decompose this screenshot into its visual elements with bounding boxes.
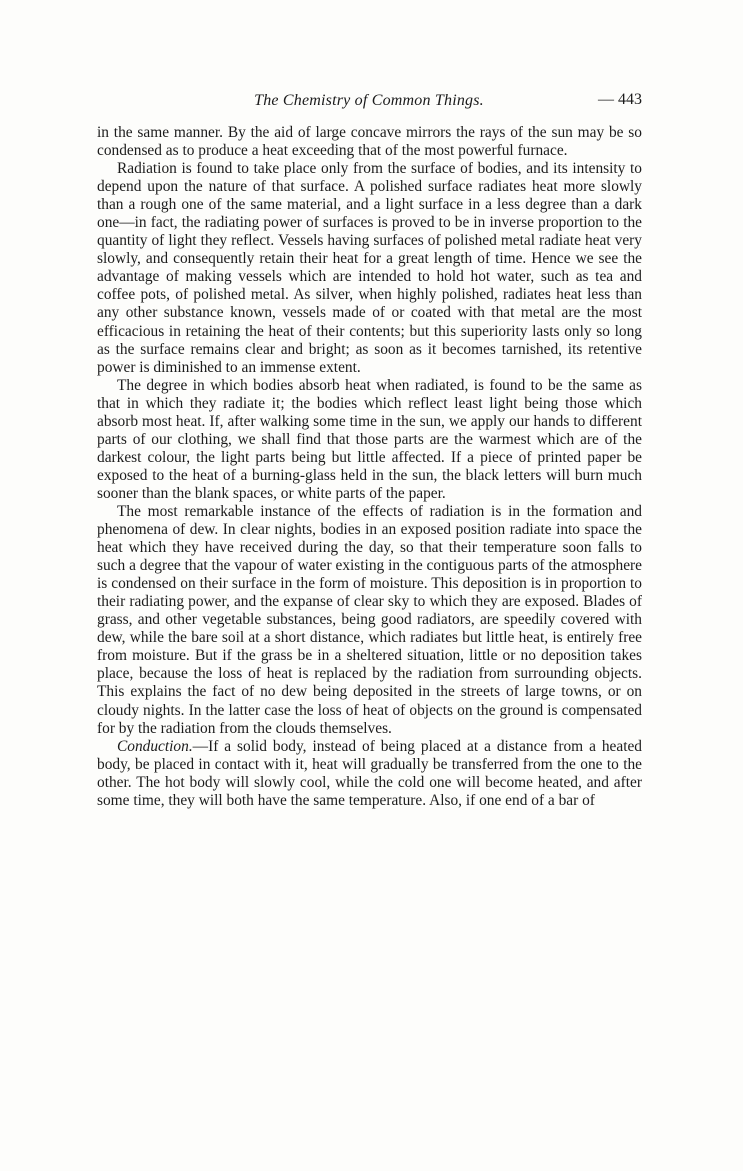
conduction-run-in-heading: Conduction.: [117, 737, 193, 755]
paragraph-radiation-surface: Radiation is found to take place only from the surface of bodies, and its intensity to depend upon the nature of that surface. A polished surface radiates heat more slowly than a rough one of the same material, and a light surface in a less degree than a dark one—in fact, the radiating power of surfaces is proved to be in inverse proportion to the quantity of light they reflect. Vessels having surfaces of polished metal radiate heat very slowly, and consequently retain their heat for a great length of time. Hence we see the advantage of making vessels which are intended to hold hot water, such as tea and coffee pots, of polished metal. As silver, when highly polished, radiates heat less than any other substance known, vessels made of or coated with that metal are the most efficacious in retaining the heat of their contents; but this superiority lasts only so long as the surface remains clear and bright; as soon as it becomes tarnished, its retentive power is diminished to an immense extent.: [97, 160, 642, 376]
paragraph-absorption: The degree in which bodies absorb heat when radiated, is found to be the same as that in which they radiate it; the bodies which reflect least light being those which absorb most heat. If, after walking some time in the sun, we apply our hands to different parts of our clothing, we shall find that those parts are the warmest which are of the darkest colour, the light parts being but little affected. If a piece of printed paper be exposed to the heat of a burning-glass held in the sun, the black letters will burn much sooner than the blank spaces, or white parts of the paper.: [97, 376, 642, 502]
paragraph-conduction: [97, 738, 642, 810]
page-header: [96, 92, 642, 116]
body-text: [97, 124, 642, 810]
conduction-text: —If a solid body, instead of being placed at a distance from a heated body, be placed in contact with it, heat will gradually be transferred from the one to the other. The hot body will slowly cool, while the cold one will become heated, and after some time, they will both have the same temperature. Also, if one end of a bar of: [97, 737, 642, 809]
page-number: — 443: [598, 91, 642, 108]
paragraph-dew: The most remarkable instance of the effects of radiation is in the formation and phenomena of dew. In clear nights, bodies in an exposed position radiate into space the heat which they have received during the day, so that their temperature soon falls to such a degree that the vapour of water existing in the contiguous parts of the atmosphere is condensed on their surface in the form of moisture. This deposition is in proportion to their radiating power, and the expanse of clear sky to which they are exposed. Blades of grass, and other vegetable substances, being good radiators, are speedily covered with dew, while the bare soil at a short distance, which radiates but little heat, is entirely free from moisture. But if the grass be in a sheltered situation, little or no deposition takes place, because the loss of heat is replaced by the radiation from surrounding objects. This explains the fact of no dew being deposited in the streets of large towns, or on cloudy nights. In the latter case the loss of heat of objects on the ground is compensated for by the radiation from the clouds themselves.: [97, 502, 642, 737]
running-title: The Chemistry of Common Things.: [254, 92, 484, 109]
paragraph-mirrors-continued: in the same manner. By the aid of large concave mirrors the rays of the sun may be so condensed as to produce a heat exceeding that of the most powerful furnace.: [97, 124, 642, 160]
